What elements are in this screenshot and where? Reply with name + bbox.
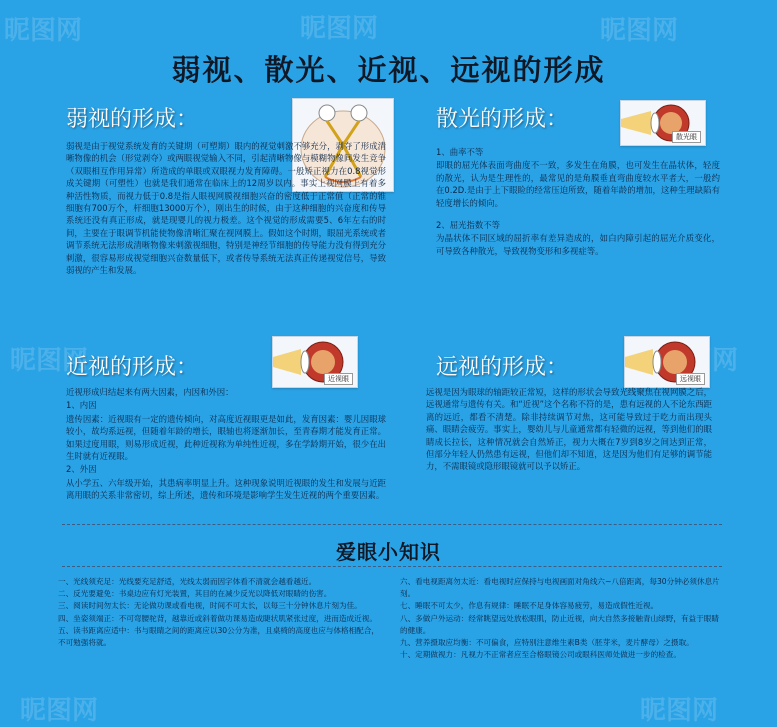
tip-item: 一、光线须充足：光线要充足舒适，光线太弱而因字体看不清就会越看越近。 <box>58 577 317 586</box>
hyperopia-paragraph: 远视是因为眼球的轴距较正常短，这样的形状会导致光线聚焦在视网膜之后，远视通常与遗传有关。和“近视”这个名称不符的是，患有远视的人不论东西距离的远近，都看不清楚。除非持续调节对焦，这可能导致过于吃力而出现头痛、眼睛会疲劳。事实上，婴幼儿与儿童通常都有轻微的远视，等到他们的眼睛成长拉长，这种情况就会自然矫正，视力大概在7岁到8岁之间达到正常，但部分年轻人仍然患有远视，但他们却不知道，这是因为他们有足够的调节能力，不需眼镜或隐形眼镜就可以予以矫正。 <box>426 387 712 472</box>
tip-item: 二、反光要避免：书桌边应有灯光装置，其目的在减少反光以降低对眼睛的伤害。 <box>58 589 332 599</box>
amblyopia-text <box>66 140 386 276</box>
myopia-heading: 近视的形成： <box>66 355 199 380</box>
tip-item: 六、看电视距离勿太近：看电视时应保持与电视画面对角线六~八倍距离，每30分钟必须休息片刻。 <box>400 577 720 599</box>
myopia-item-2-text: 从小学五、六年级开始，其患病率明显上升。这种现象说明近视眼的发生和发展与近距离用眼的关系非常密切，综上所述，遗传和环境是影响学生发生近视的两个重要因素。 <box>66 477 386 501</box>
page-title: 弱视、散光、近视、远视的形成 <box>171 53 606 87</box>
hyperopia-heading: 远视的形成： <box>436 355 569 380</box>
astigmatism-text <box>436 146 720 257</box>
watermark: 昵图网 <box>4 16 83 46</box>
hyperopia-text <box>426 386 712 473</box>
astigmatism-item-2-title: 2、屈光指数不等 <box>436 220 500 231</box>
amblyopia-paragraph: 弱视是由于视觉系统发育的关键期（可塑期）眼内的视觉刺激不够充分，剥夺了形成清晰物像的机会（形觉剥夺）或两眼视觉输入不同，引起清晰物像与模糊物像间发生竞争（双眼相互作用异常）所造成的单眼或双眼视力发育障碍。一般矫正视力在0.8视觉形成关键期（可塑性）也就是我们通常在临床上的12周岁以内。事实上视网膜上有着多种活性物质，而视力低于0.8是指人眼视网膜视细胞兴奋的密度低于正常值（正常的锥细胞有700万个，杆细胞13000万个），刚出生的时候，由于这种细胞的兴奋度和传导系统还没有真正形成，就是现婴儿的视力极差。这个视觉的形成需要5、6年左右的时间，主要在于眼调节机能使物像清晰汇聚在视网膜上。假如这个时期，眼屈光系统或者调节系统无法形成清晰物像来刺激视细胞，特别是神经节细胞的传导能力没有得到充分刺激，很容易形成视觉细胞兴奋数量低下，或者传导系统无法真正传递视觉信号，导致弱视的产生和发展。 <box>66 141 386 276</box>
myopia-intro: 近视形成归结起来有两大因素，内因和外因： <box>66 387 234 397</box>
astigmatism-item-2-text: 为晶状体不同区域的屈折率有差异造成的，如白内障引起的屈光介质变化，可导致各种散光，导致视物变形和多视症等。 <box>436 233 720 256</box>
tips-heading: 爱眼小知识 <box>336 540 441 564</box>
watermark: 昵图网 <box>600 16 679 46</box>
figure-label: 散光眼 <box>672 131 701 143</box>
watermark: 昵图网 <box>300 14 379 44</box>
astigmatism-eye-figure <box>620 100 706 146</box>
tips-left-column <box>58 576 380 649</box>
figure-label: 近视眼 <box>324 373 353 385</box>
astigmatism-item-1-title: 1、曲率不等 <box>436 147 484 157</box>
tip-item: 三、阅读时间勿太长：无论做功课或看电视，时间不可太长，以每三十分钟休息片刻为佳。 <box>58 601 362 611</box>
tip-item: 七、睡眠不可太少，作息有规律：睡眠不足身体容易疲劳，易造成假性近视。 <box>400 601 659 611</box>
myopia-item-1-text: 遗传因素：近视眼有一定的遗传倾向，对高度近视眼更是如此，发育因素：婴儿因眼球较小，故均系远视，但随着年龄的增长，眼轴也将逐渐加长，至青春期才能发育正常。如果过度用眼，则易形成近视，此种近视称为单纯性近视，多在学龄期开始，很少在出生时就有近视眼。 <box>66 413 386 462</box>
tip-item: 九、营养摄取应均衡：不可偏食，应特别注意维生素B类（胚芽米，麦片酵母）之摄取。 <box>400 638 694 648</box>
tip-item: 十、定期做视力：凡视力不正常者应至合格眼镜公司或眼科医师处做进一步的检查。 <box>400 650 681 660</box>
astigmatism-heading: 散光的形成： <box>436 107 569 132</box>
tip-item: 八、多做户外运动：经常眺望远处放松眼肌，防止近视，向大自然多接触青山绿野，有益于眼睛的健康。 <box>400 613 719 635</box>
watermark: 昵图网 <box>10 346 89 376</box>
amblyopia-heading: 弱视的形成： <box>66 107 199 132</box>
myopia-item-1-title: 1、内因 <box>66 400 97 411</box>
astigmatism-item-1-text: 即眼的屈光体表面弯曲度不一致，多发生在角膜，也可发生在晶状体，轻度的散光，认为是生理性的，最常见的是角膜垂直弯曲度较水平者大，一般约在0.2D.是由于上下眼睑的经常压迫所致，随着年龄的增加，这种生理缺陷有轻度增长的倾向。 <box>436 160 720 208</box>
myopia-text <box>66 386 386 502</box>
tips-right-column <box>400 576 720 661</box>
tip-item: 五、读书距离应适中：书与眼睛之间的距离应以30公分为准，且桌椅的高度也应与体格相配合，不可勉强将就。 <box>58 625 380 648</box>
myopia-eye-figure <box>272 336 358 388</box>
figure-label: 远视眼 <box>676 373 705 385</box>
watermark: 昵图网 <box>640 696 719 726</box>
tip-item: 四、坐姿须端正：不可弯腰驼背，越靠近或斜着做功课易造成睫状肌紧张过度，进而造成近视。 <box>58 613 377 623</box>
divider <box>62 566 722 567</box>
myopia-item-2-title: 2、外因 <box>66 464 97 475</box>
divider <box>62 524 722 525</box>
hyperopia-eye-figure <box>624 336 710 388</box>
watermark: 昵图网 <box>20 696 99 726</box>
